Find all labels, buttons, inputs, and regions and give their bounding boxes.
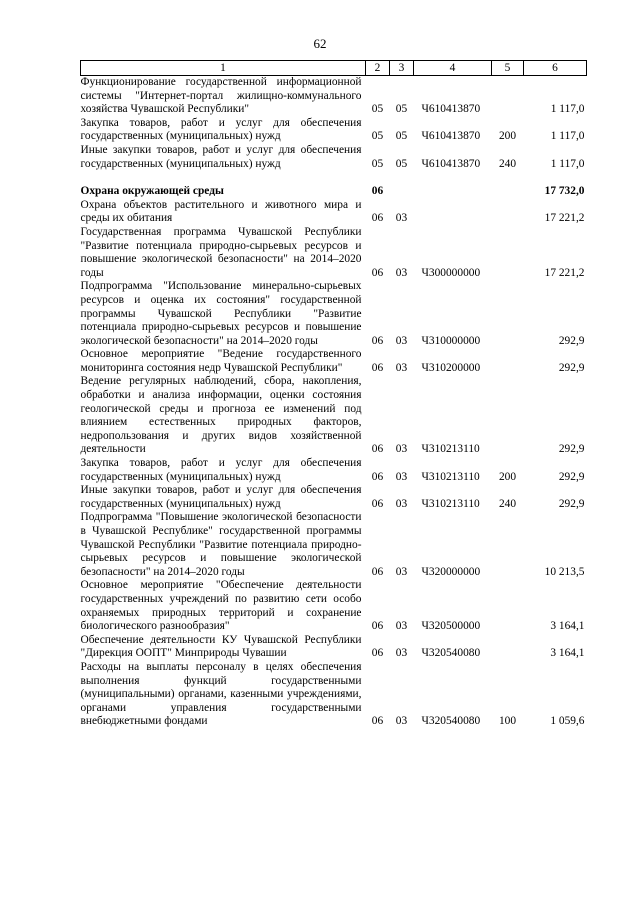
row-name: Ведение регулярных наблюдений, сбора, накопления, обработки и анализа информации, оценки состояния геологической среды и прогноза ее изменений под влиянием естественных природных факторов, недропользования и других видов хозяйственной деятельности bbox=[80, 375, 362, 456]
header-col-name: 1 bbox=[81, 61, 366, 76]
row-target-code bbox=[414, 171, 492, 185]
table-row bbox=[81, 199, 587, 226]
table-row bbox=[81, 579, 587, 633]
budget-table bbox=[80, 60, 587, 729]
row-amount: 17 732,0 bbox=[544, 185, 585, 198]
row-expense-type bbox=[492, 76, 524, 117]
table-row bbox=[81, 280, 587, 348]
row-amount: 292,9 bbox=[558, 470, 585, 483]
table-row bbox=[81, 76, 587, 117]
row-section: 06 bbox=[371, 565, 384, 578]
table-row bbox=[81, 375, 587, 457]
row-target-code: Ч310000000 bbox=[421, 334, 481, 347]
row-section: 06 bbox=[371, 715, 384, 728]
row-section: 06 bbox=[371, 497, 384, 510]
header-col-section: 2 bbox=[366, 61, 390, 76]
row-name: Закупка товаров, работ и услуг для обеспечения государственных (муниципальных) нужд bbox=[80, 457, 362, 483]
row-expense-type bbox=[492, 226, 524, 280]
row-expense-type bbox=[492, 185, 524, 199]
row-name: Иные закупки товаров, работ и услуг для обеспечения государственных (муниципальных) нужд bbox=[80, 484, 362, 510]
row-amount: 17 221,2 bbox=[544, 212, 585, 225]
row-target-code: Ч310200000 bbox=[421, 361, 481, 374]
row-name: Охрана объектов растительного и животного мира и среды их обитания bbox=[80, 198, 362, 225]
page-number: 62 bbox=[313, 36, 327, 51]
row-target-code bbox=[414, 199, 492, 226]
row-amount: 292,9 bbox=[558, 497, 585, 510]
row-expense-type bbox=[492, 375, 524, 457]
row-target-code: Ч320000000 bbox=[421, 565, 481, 578]
row-name: Подпрограмма "Повышение экологической безопасности в Чувашской Республике" государственной программы Чувашской Республики "Развитие потенциала природно-сырьевых ресурсов и повышение экологической безопасности" на 2014–2020 годы bbox=[80, 511, 362, 578]
row-amount: 3 164,1 bbox=[550, 620, 585, 633]
table-row bbox=[81, 226, 587, 280]
row-section: 06 bbox=[371, 620, 384, 633]
row-expense-type bbox=[492, 579, 524, 633]
row-amount: 1 117,0 bbox=[550, 157, 585, 170]
row-subsection: 03 bbox=[395, 565, 408, 578]
row-section: 06 bbox=[371, 266, 384, 279]
row-amount: 17 221,2 bbox=[544, 266, 585, 279]
row-name: Обеспечение деятельности КУ Чувашской Республики "Дирекция ООПТ" Минприроды Чувашии bbox=[80, 633, 362, 660]
row-subsection bbox=[390, 171, 414, 185]
table-row bbox=[81, 144, 587, 171]
row-name: Расходы на выплаты персоналу в целях обеспечения выполнения функций государственными (муниципальными) органами, казенными учреждениями, органами управления государственными внебюджетными фондами bbox=[80, 660, 362, 728]
row-amount: 1 059,6 bbox=[550, 715, 585, 728]
row-name: Охрана окружающей среды bbox=[80, 185, 224, 198]
row-section: 06 bbox=[371, 361, 384, 374]
row-subsection: 05 bbox=[395, 103, 408, 116]
table-header bbox=[81, 61, 587, 76]
row-section: 06 bbox=[371, 647, 384, 660]
row-expense-type: 200 bbox=[498, 130, 517, 143]
row-subsection: 03 bbox=[395, 212, 408, 225]
row-target-code: Ч320540080 bbox=[421, 715, 481, 728]
row-amount: 292,9 bbox=[558, 334, 585, 347]
table-row bbox=[81, 484, 587, 511]
row-name: Основное мероприятие "Обеспечение деятельности государственных учреждений по развитию сети особо охраняемых природных территорий и сохранение биологического разнообразия" bbox=[80, 579, 362, 633]
row-name: Иные закупки товаров, работ и услуг для обеспечения государственных (муниципальных) нужд bbox=[80, 143, 362, 170]
table-row bbox=[81, 661, 587, 729]
row-subsection: 03 bbox=[395, 361, 408, 374]
row-subsection: 03 bbox=[395, 715, 408, 728]
row-section: 05 bbox=[371, 103, 384, 116]
row-section: 05 bbox=[371, 157, 384, 170]
row-amount: 292,9 bbox=[558, 443, 585, 456]
row-subsection: 03 bbox=[395, 470, 408, 483]
row-target-code: Ч320540080 bbox=[421, 647, 481, 660]
row-subsection: 03 bbox=[395, 647, 408, 660]
row-subsection: 05 bbox=[395, 130, 408, 143]
row-expense-type: 100 bbox=[498, 715, 517, 728]
row-subsection: 03 bbox=[395, 443, 408, 456]
table-row bbox=[81, 457, 587, 484]
row-subsection bbox=[390, 185, 414, 199]
row-expense-type bbox=[492, 199, 524, 226]
row-name: Государственная программа Чувашской Республики "Развитие потенциала природно-сырьевых ресурсов и повышение экологической безопасности" на 2014–2020 годы bbox=[80, 225, 362, 279]
spacer-row bbox=[81, 171, 587, 185]
header-col-expense-type: 5 bbox=[492, 61, 524, 76]
row-expense-type bbox=[492, 348, 524, 375]
row-section bbox=[366, 171, 390, 185]
row-name: Закупка товаров, работ и услуг для обеспечения государственных (муниципальных) нужд bbox=[80, 116, 362, 143]
row-target-code: Ч300000000 bbox=[421, 266, 481, 279]
header-col-target-code: 4 bbox=[414, 61, 492, 76]
row-expense-type bbox=[492, 634, 524, 661]
row-amount: 292,9 bbox=[558, 361, 585, 374]
row-amount: 1 117,0 bbox=[550, 130, 585, 143]
row-expense-type bbox=[492, 511, 524, 579]
table-row bbox=[81, 185, 587, 199]
row-section: 06 bbox=[371, 212, 384, 225]
row-expense-type bbox=[492, 280, 524, 348]
row-expense-type: 240 bbox=[498, 497, 517, 510]
row-section: 06 bbox=[371, 443, 384, 456]
header-col-subsection: 3 bbox=[390, 61, 414, 76]
table-row bbox=[81, 117, 587, 144]
row-section: 06 bbox=[371, 470, 384, 483]
row-section: 06 bbox=[371, 334, 384, 347]
row-name: Функционирование государственной информационной системы "Интернет-портал жилищно-коммунального хозяйства Чувашской Республики" bbox=[80, 76, 362, 116]
row-amount: 3 164,1 bbox=[550, 647, 585, 660]
table-row bbox=[81, 511, 587, 579]
row-target-code: Ч610413870 bbox=[421, 103, 481, 116]
row-section: 05 bbox=[371, 130, 384, 143]
table-body bbox=[81, 76, 587, 729]
row-target-code: Ч310213110 bbox=[421, 443, 480, 456]
row-subsection: 03 bbox=[395, 334, 408, 347]
row-amount: 10 213,5 bbox=[544, 565, 585, 578]
table-row bbox=[81, 634, 587, 661]
row-subsection: 03 bbox=[395, 266, 408, 279]
row-expense-type: 200 bbox=[498, 470, 517, 483]
table-row bbox=[81, 348, 587, 375]
row-amount bbox=[524, 171, 587, 185]
row-target-code: Ч610413870 bbox=[421, 157, 481, 170]
row-expense-type bbox=[492, 171, 524, 185]
row-subsection: 03 bbox=[395, 620, 408, 633]
row-section: 06 bbox=[371, 185, 384, 198]
row-name: Основное мероприятие "Ведение государственного мониторинга состояния недр Чувашской Республики" bbox=[80, 348, 362, 374]
row-subsection: 05 bbox=[395, 157, 408, 170]
row-name: Подпрограмма "Использование минерально-сырьевых ресурсов и оценка их состояния" государственной программы Чувашской Республики "Развитие потенциала природно-сырьевых ресурсов и повышение экологической безопасности" на 2014–2020 годы bbox=[80, 280, 362, 347]
row-target-code: Ч320500000 bbox=[421, 620, 481, 633]
header-col-amount: 6 bbox=[524, 61, 587, 76]
row-target-code: Ч610413870 bbox=[421, 130, 481, 143]
row-expense-type: 240 bbox=[498, 157, 517, 170]
row-target-code bbox=[414, 185, 492, 199]
row-subsection: 03 bbox=[395, 497, 408, 510]
row-target-code: Ч310213110 bbox=[421, 470, 480, 483]
row-amount: 1 117,0 bbox=[550, 103, 585, 116]
row-name bbox=[81, 171, 366, 185]
row-target-code: Ч310213110 bbox=[421, 497, 480, 510]
